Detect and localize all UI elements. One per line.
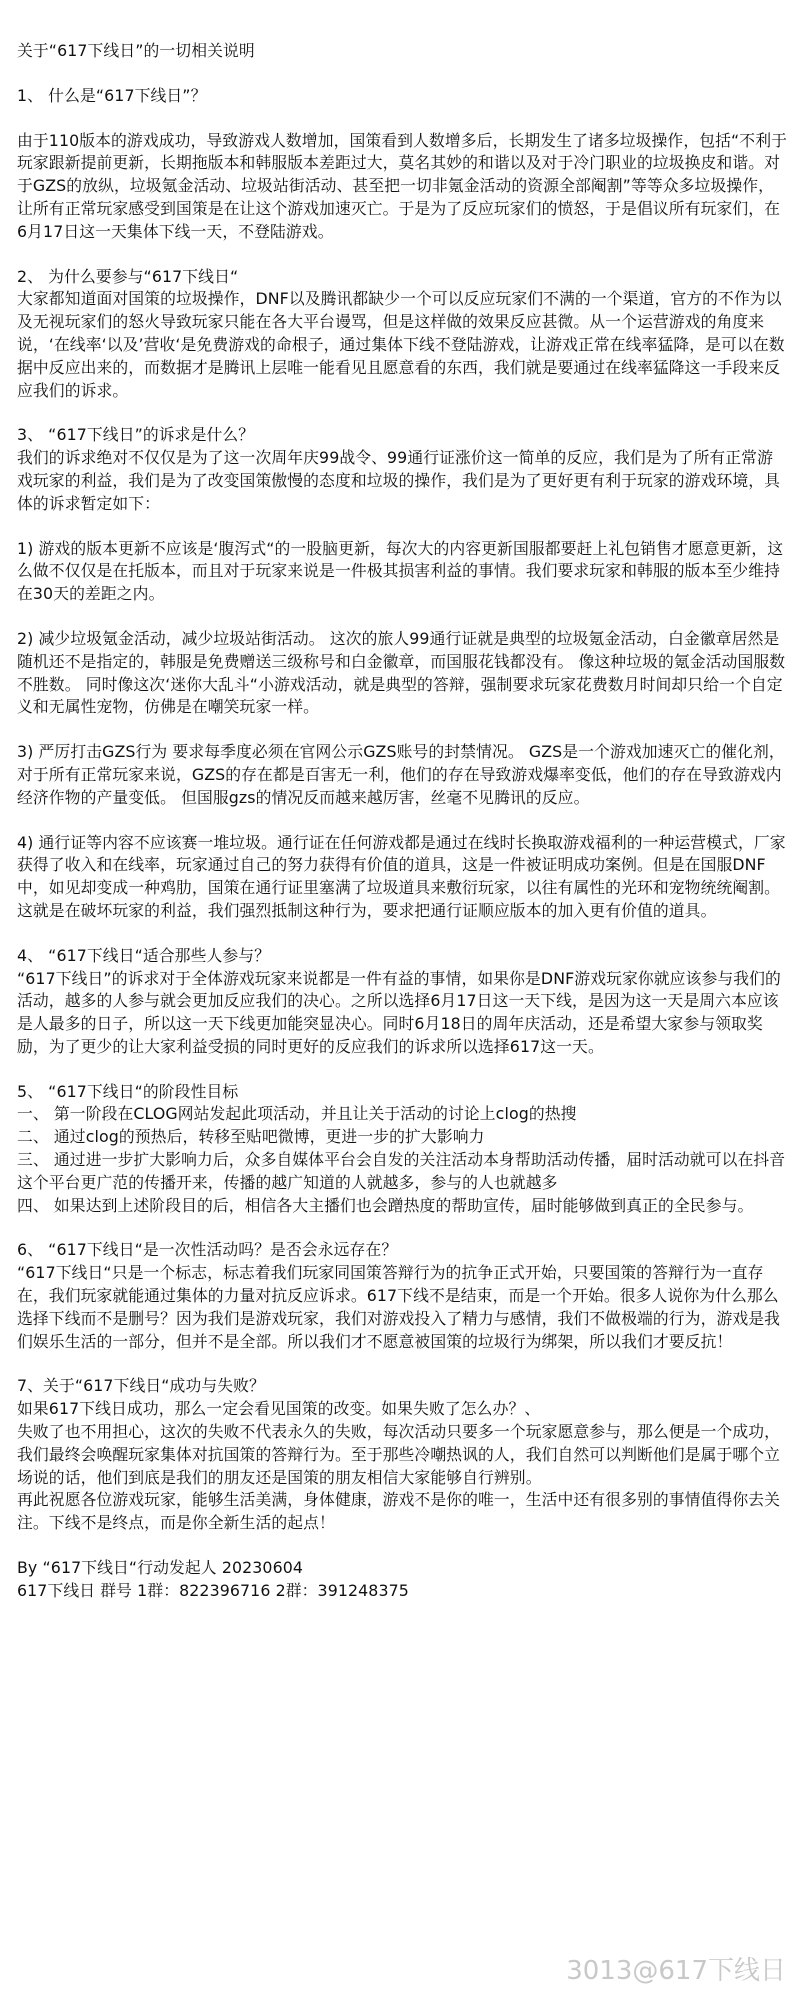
demand-4: 4) 通行证等内容不应该赛一堆垃圾。通行证在任何游戏都是通过在线时长换取游戏福利的一种运营模式，厂家获得了收入和在线率，玩家通过自己的努力获得有价值的道具，这是一件被证明成功案例。但是在国服DNF中，如见却变成一种鸡肋，国策在通行证里塞满了垃圾道具来敷衍玩家，以往有属性的光环和宠物统统阉割。这就是在破坏玩家的利益，我们强烈抵制这种行为，要求把通行证顺应版本的加入更有价值的道具。 — [17, 832, 786, 920]
section-3-intro: 我们的诉求绝对不仅仅是为了这一次周年庆99战令、99通行证涨价这一简单的反应，我们是为了所有正常游戏玩家的利益，我们是为了改变国策傲慢的态度和垃圾的操作，我们是为了更好更有利于玩家的游戏环境，具体的诉求暂定如下： — [17, 448, 781, 513]
signature-line: By “617下线日“行动发起人 20230604 — [17, 1558, 304, 1578]
section-7-paragraph-2: 失败了也不用担心，这次的失败不代表永久的失败，每次活动只要多一个玩家愿意参与，那么便是一个成功，我们最终会唤醒玩家集体对抗国策的答辩行为。至于那些冷嘲热讽的人，我们自然可以判断他们是属于哪个立场说的话，他们到底是我们的朋友还是国策的朋友相信大家能够自行辨别。 — [17, 1422, 781, 1487]
section-heading-4: 4、 “617下线日“适合那些人参与？ — [17, 945, 271, 965]
section-4-paragraph: “617下线日”的诉求对于全体游戏玩家来说都是一件有益的事情，如果你是DNF游戏玩家你就应该参与我们的活动，越多的人参与就会更加反应我们的决心。之所以选择6月17日这一天下线，是因为这一天是周六本应该是人最多的日子，所以这一天下线更加能突显决心。同时6月18日的周年庆活动，还是希望大家参与领取奖励，为了更少的让大家利益受损的同时更好的反应我们的诉求所以选择617这一天。 — [17, 968, 781, 1056]
section-7-paragraph-1: 如果617下线日成功，那么一定会看见国策的改变。如果失败了怎么办？、 — [17, 1399, 541, 1419]
section-2-paragraph: 大家都知道面对国策的垃圾操作，DNF以及腾讯都缺少一个可以反应玩家们不满的一个渠道，官方的不作为以及无视玩家们的怒火导致玩家只能在各大平台谩骂，但是这样做的效果反应甚微。从一个运营游戏的角度来说，‘在线率‘以及’营收‘是免费游戏的命根子，通过集体下线不登陆游戏，让游戏正常在线率猛降，是可以在数据中反应出来的，而数据才是腾讯上层唯一能看见且愿意看的东西，我们就是要通过在线率猛降这一手段来反应我们的诉求。 — [17, 289, 785, 400]
document-body — [17, 40, 787, 1603]
demand-3: 3) 严厉打击GZS行为 要求每季度必须在官网公示GZS账号的封禁情况。 GZS是一个游戏加速灭亡的催化剂，对于所有正常玩家来说，GZS的存在都是百害无一利，他们的存在导致游戏爆率变低，他们的存在导致游戏内经济作物的产量变低。 但国服gzs的情况反而越来越厉害，丝毫不见腾讯的反应。 — [17, 742, 785, 807]
group-number-line: 617下线日 群号 1群：822396716 2群：391248375 — [17, 1580, 409, 1600]
section-heading-2: 2、 为什么要参与“617下线日“ — [17, 266, 239, 286]
stage-goal-2: 二、 通过clog的预热后，转移至贴吧微博，更进一步的扩大影响力 — [17, 1127, 485, 1147]
section-1-paragraph: 由于110版本的游戏成功，导致游戏人数增加，国策看到人数增多后，长期发生了诸多垃圾操作，包括“不利于玩家跟新提前更新，长期拖版本和韩服版本差距过大，莫名其妙的和谐以及对于冷门职业的垃圾换皮和谐。对于GZS的放纵，垃圾氪金活动、垃圾站街活动、甚至把一切非氪金活动的资源全部阉割”等等众多垃圾操作，让所有正常玩家感受到国策是在让这个游戏加速灭亡。于是为了反应玩家们的愤怒，于是倡议所有玩家们，在6月17日这一天集体下线一天，不登陆游戏。 — [17, 130, 787, 241]
section-heading-5: 5、 “617下线日“的阶段性目标 — [17, 1081, 239, 1101]
stage-goal-4: 四、 如果达到上述阶段目的后，相信各大主播们也会蹭热度的帮助宣传，届时能够做到真正的全民参与。 — [17, 1195, 754, 1215]
stage-goal-3: 三、 通过进一步扩大影响力后，众多自媒体平台会自发的关注活动本身帮助活动传播，届时活动就可以在抖音这个平台更广范的传播开来，传播的越广知道的人就越多，参与的人也就越多 — [17, 1150, 786, 1192]
section-6-paragraph: “617下线日“只是一个标志，标志着我们玩家同国策答辩行为的抗争正式开始，只要国策的答辩行为一直存在，我们玩家就能通过集体的力量对抗反应诉求。617下线不是结束，而是一个开始。很多人说你为什么那么选择下线而不是删号？因为我们是游戏玩家，我们对游戏投入了精力与感情，我们不做极端的行为，游戏是我们娱乐生活的一部分，但并不是全部。所以我们才不愿意被国策的垃圾行为绑架，所以我们才要反抗！ — [17, 1263, 781, 1351]
watermark: 3013@617下线日 — [566, 1956, 786, 1986]
demand-1: 1) 游戏的版本更新不应该是‘腹泻式“的一股脑更新，每次大的内容更新国服都要赶上礼包销售才愿意更新，这么做不仅仅是在托版本，而且对于玩家来说是一件极其损害利益的事情。我们要求玩家和韩服的版本至少维持在30天的差距之内。 — [17, 538, 784, 604]
section-7-paragraph-3: 再此祝愿各位游戏玩家，能够生活美满，身体健康，游戏不是你的唯一，生活中还有很多别的事情值得你去关注。下线不是终点，而是你全新生活的起点！ — [17, 1490, 781, 1533]
section-heading-7: 7、关于“617下线日“成功与失败？ — [17, 1376, 265, 1396]
stage-goal-1: 一、 第一阶段在CLOG网站发起此项活动，并且让关于活动的讨论上clog的热搜 — [17, 1104, 577, 1124]
section-heading-6: 6、 “617下线日“是一次性活动吗？是否会永远存在？ — [17, 1240, 398, 1260]
section-heading-3: 3、 “617下线日”的诉求是什么？ — [17, 425, 255, 445]
section-heading-1: 1、 什么是“617下线日”？ — [17, 85, 207, 105]
document-title: 关于“617下线日”的一切相关说明 — [17, 41, 255, 60]
demand-2: 2) 减少垃圾氪金活动，减少垃圾站街活动。 这次的旅人99通行证就是典型的垃圾氪金活动，白金徽章居然是随机还不是指定的，韩服是免费赠送三级称号和白金徽章，而国服花钱都没有。 像这种垃圾的氪金活动国服数不胜数。 同时像这次‘迷你大乱斗“小游戏活动，就是典型的答辩，强制要求玩家花费数月时间却只给一个自定义和无属性宠物，仿佛是在嘲笑玩家一样。 — [17, 628, 786, 717]
